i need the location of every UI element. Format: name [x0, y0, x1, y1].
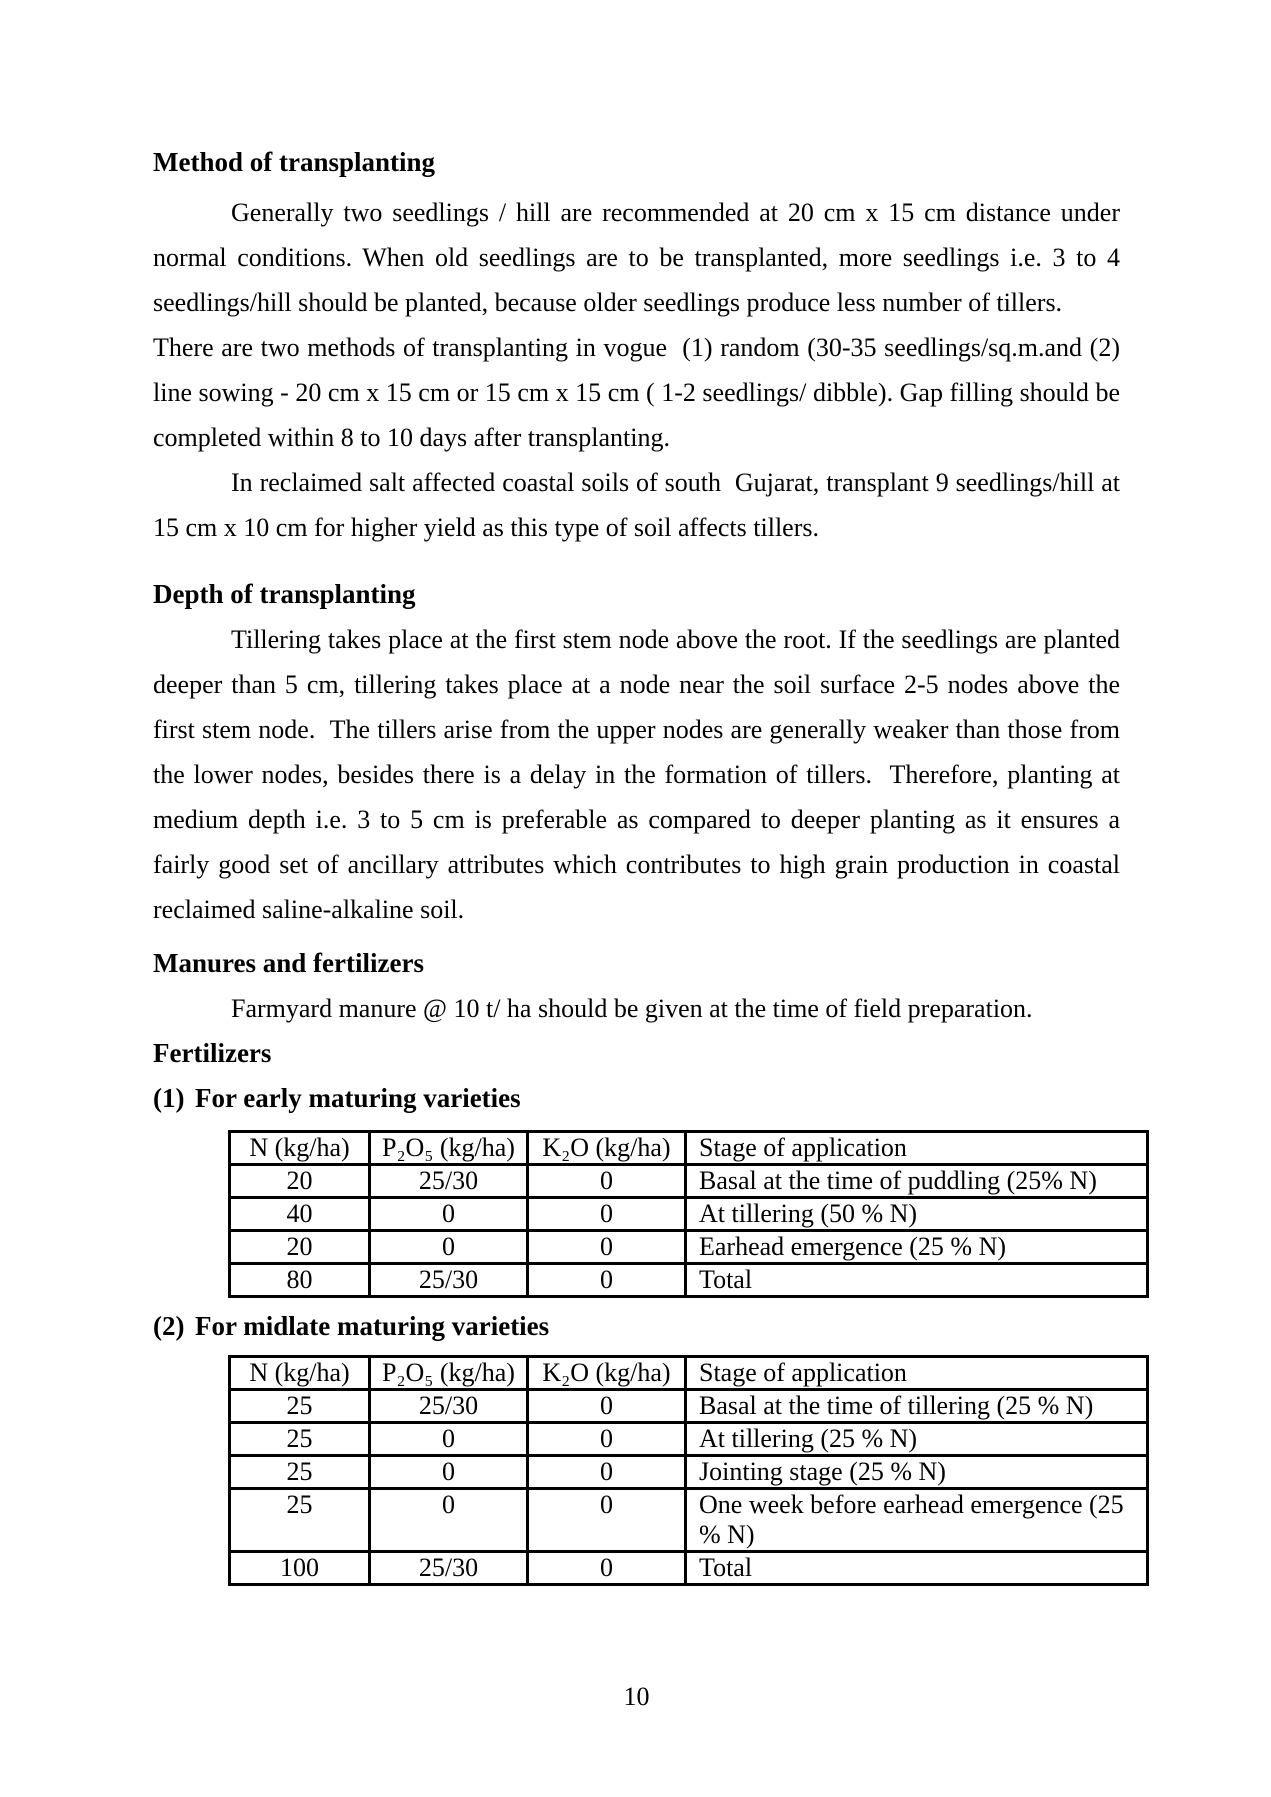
fertilizer-table-early-maturing [228, 1130, 1149, 1298]
table-cell: 0 [528, 1165, 686, 1198]
table-cell: 0 [528, 1390, 686, 1423]
table-cell: 80 [230, 1264, 370, 1297]
table-cell: Jointing stage (25 % N) [686, 1456, 1148, 1489]
table-cell: 25/30 [370, 1165, 528, 1198]
document-content [153, 0, 1124, 1719]
table-cell: 25 [230, 1423, 370, 1456]
table-cell: One week before earhead emergence (25 % N) [686, 1489, 1148, 1552]
table-cell: 0 [370, 1456, 528, 1489]
body-paragraph-reclaimed-soils: In reclaimed salt affected coastal soils of south Gujarat, transplant 9 seedlings/hill at 15 cm x 10 cm for higher yield as this type of soil affects tillers. [153, 468, 1120, 542]
table-cell: 0 [528, 1198, 686, 1231]
table-cell: 25 [230, 1456, 370, 1489]
subheading-midlate-maturing-varieties [153, 1304, 1120, 1349]
table-row [230, 1456, 1148, 1489]
body-paragraph-farmyard-manure: Farmyard manure @ 10 t/ ha should be given at the time of field preparation. [231, 994, 1033, 1023]
section-heading-method-of-transplanting: Method of transplanting [153, 147, 436, 177]
table-row [230, 1423, 1148, 1456]
table-cell: Earhead emergence (25 % N) [686, 1231, 1148, 1264]
table-header-row [230, 1132, 1148, 1165]
table-header-cell-stage: Stage of application [686, 1357, 1148, 1390]
table-cell: Basal at the time of tillering (25 % N) [686, 1390, 1148, 1423]
table-cell: 0 [528, 1456, 686, 1489]
table-cell: 20 [230, 1231, 370, 1264]
table-cell: 100 [230, 1552, 370, 1585]
table-cell: 40 [230, 1198, 370, 1231]
list-item-number: (2) [153, 1311, 185, 1341]
subheading-early-maturing-varieties [153, 1076, 1120, 1121]
table-cell: At tillering (25 % N) [686, 1423, 1148, 1456]
table-cell: 25 [230, 1489, 370, 1552]
table-cell: 0 [528, 1231, 686, 1264]
section-heading-depth-of-transplanting: Depth of transplanting [153, 579, 416, 609]
table-cell: At tillering (50 % N) [686, 1198, 1148, 1231]
table-cell: 0 [370, 1198, 528, 1231]
table-row [230, 1231, 1148, 1264]
table-cell: 0 [528, 1552, 686, 1585]
table-cell: 25 [230, 1390, 370, 1423]
table-row [230, 1489, 1148, 1552]
table-cell: 25/30 [370, 1390, 528, 1423]
table-row [230, 1165, 1148, 1198]
body-paragraph-two-methods: There are two methods of transplanting in vogue (1) random (30-35 seedlings/sq.m.and (2) line sowing - 20 cm x 15 cm or 15 cm x 15 cm ( 1-2 seedlings/ dibble). Gap filling should be completed within 8 to 10 days after transplanting. [153, 333, 1120, 452]
fertilizer-table-midlate-maturing [228, 1355, 1149, 1586]
table-cell: Total [686, 1264, 1148, 1297]
table-header-row [230, 1357, 1148, 1390]
table-header-cell-p2o5: P₂O₅ (kg/ha) [370, 1357, 528, 1390]
subheading-title: For midlate maturing varieties [195, 1311, 550, 1341]
table-cell: Basal at the time of puddling (25% N) [686, 1165, 1148, 1198]
table-row [230, 1552, 1148, 1585]
section-heading-fertilizers: Fertilizers [153, 1038, 272, 1068]
body-paragraph-tillering: Tillering takes place at the first stem node above the root. If the seedlings are planted deeper than 5 cm, tillering takes place at a node near the soil surface 2-5 nodes above the first stem node. The tillers arise from the upper nodes are generally weaker than those from the lower nodes, besides there is a delay in the formation of tillers. Therefore, planting at medium depth i.e. 3 to 5 cm is preferable as compared to deeper planting as it ensures a fairly good set of ancillary attributes which contributes to high grain production in coastal reclaimed saline-alkaline soil. [153, 625, 1120, 924]
body-paragraph-general: Generally two seedlings / hill are recommended at 20 cm x 15 cm distance under normal conditions. When old seedlings are to be transplanted, more seedlings i.e. 3 to 4 seedlings/hill should be planted, because older seedlings produce less number of tillers. [153, 198, 1120, 317]
table-header-cell-p2o5: P₂O₅ (kg/ha) [370, 1132, 528, 1165]
table-cell: 20 [230, 1165, 370, 1198]
table-cell: 0 [370, 1231, 528, 1264]
table-cell: 25/30 [370, 1552, 528, 1585]
page-number: 10 [623, 1682, 650, 1711]
table-header-cell-n: N (kg/ha) [230, 1132, 370, 1165]
table-header-cell-n: N (kg/ha) [230, 1357, 370, 1390]
table-cell: 0 [528, 1423, 686, 1456]
table-cell: 25/30 [370, 1264, 528, 1297]
table-header-cell-stage: Stage of application [686, 1132, 1148, 1165]
table-cell: 0 [528, 1489, 686, 1552]
subheading-title: For early maturing varieties [195, 1083, 521, 1113]
section-heading-manures-and-fertilizers: Manures and fertilizers [153, 948, 424, 978]
table-cell: Total [686, 1552, 1148, 1585]
table-cell: 0 [370, 1489, 528, 1552]
table-row [230, 1198, 1148, 1231]
table-cell: 0 [528, 1264, 686, 1297]
list-item-number: (1) [153, 1083, 185, 1113]
table-header-cell-k2o: K₂O (kg/ha) [528, 1357, 686, 1390]
table-row [230, 1264, 1148, 1297]
table-row [230, 1390, 1148, 1423]
table-cell: 0 [370, 1423, 528, 1456]
table-header-cell-k2o: K₂O (kg/ha) [528, 1132, 686, 1165]
